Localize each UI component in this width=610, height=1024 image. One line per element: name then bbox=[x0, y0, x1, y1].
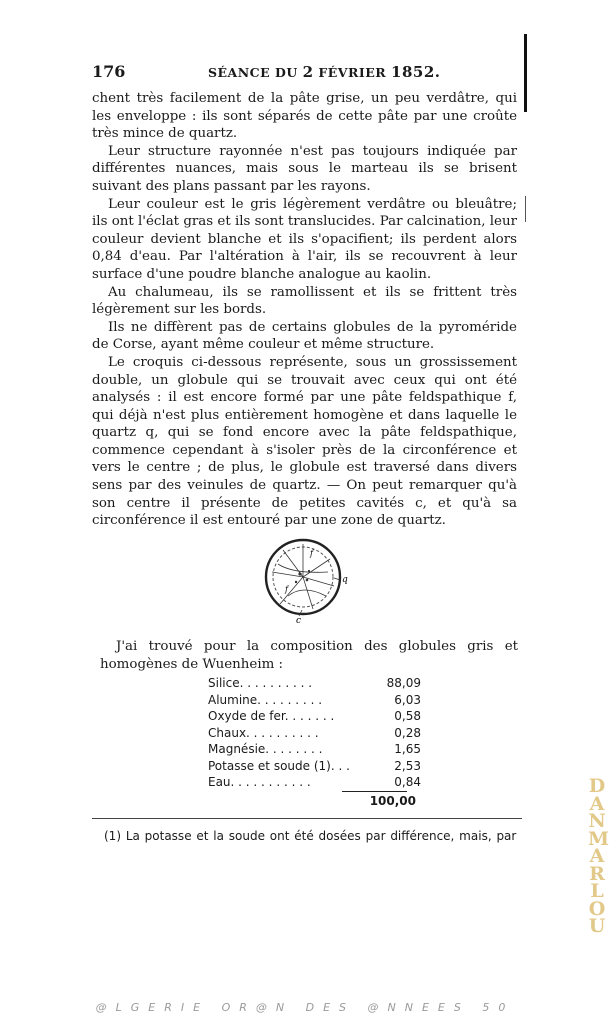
component-value: 0,84 bbox=[394, 775, 421, 789]
page-edge-rule-small bbox=[525, 196, 526, 222]
running-head bbox=[208, 63, 441, 81]
component-name: Oxyde de fer. . . . . . . bbox=[208, 709, 335, 723]
composition-row bbox=[208, 725, 423, 742]
component-name: Chaux. . . . . . . . . . bbox=[208, 725, 319, 740]
composition-row bbox=[208, 692, 423, 709]
composition-row bbox=[208, 708, 423, 725]
globule-rays bbox=[272, 544, 334, 609]
watermark-vertical: DANMARLOU bbox=[588, 775, 610, 937]
globule-sketch-svg bbox=[258, 534, 358, 626]
running-head-day: 2 bbox=[302, 63, 314, 81]
watermark-bottom: @LGERIE OR@N DES @NNEES 50 bbox=[95, 1001, 515, 1014]
running-head-year: 1852. bbox=[391, 63, 441, 81]
footnote: (1) La potasse et la soude ont été dosées par différence, mais, par bbox=[104, 829, 517, 843]
label-f: f bbox=[310, 549, 313, 558]
composition-row bbox=[208, 774, 423, 791]
paragraph: chent très facilement de la pâte grise, un peu verdâtre, qui les enveloppe : ils sont séparés de cette pâte par une croûte très mince de quartz. bbox=[92, 91, 517, 142]
component-name: Silice. . . . . . . . . . bbox=[208, 676, 313, 690]
component-name: Magnésie. . . . . . . . bbox=[208, 742, 323, 756]
component-name: Eau. . . . . . . . . . . bbox=[208, 775, 311, 789]
page-number: 176 bbox=[92, 62, 126, 81]
page-header bbox=[92, 62, 522, 82]
paragraph: Le croquis ci-dessous représente, sous un grossissement double, un globule qui se trouvait avec ceux qui ont été analysés : il est encore formé par une pâte feldspathique f, qui déjà n'est plus entièrement homogène et dans laquelle le quartz q, qui se fond encore avec la pâte feldspathique, commence cependant à s'isoler près de la circonférence et vers le centre ; de plus, le globule est traversé dans divers sens par des veinules de quartz. — On peut remarquer qu'à son centre il présente de petites cavités c, et qu'à sa circonférence il est entouré par une zone de quartz. bbox=[92, 354, 517, 529]
label-f-2: f bbox=[285, 585, 288, 594]
paragraph: Ils ne diffèrent pas de certains globules de la pyroméride de Corse, ayant même couleur et même structure. bbox=[92, 319, 517, 353]
footnote-divider bbox=[92, 818, 522, 819]
paragraph: J'ai trouvé pour la composition des globules gris et homogènes de Wuenheim : bbox=[100, 639, 518, 672]
running-head-prefix: SÉANCE DU bbox=[208, 65, 298, 80]
total-rule bbox=[342, 791, 407, 792]
paragraph: Leur structure rayonnée n'est pas toujours indiquée par différentes nuances, mais sous le marteau ils se brisent suivant des plans passant par les rayons. bbox=[92, 143, 517, 194]
composition-row bbox=[208, 741, 423, 758]
composition-total: 100,00 bbox=[369, 794, 416, 808]
running-head-month: FÉVRIER bbox=[318, 65, 387, 80]
component-value: 6,03 bbox=[394, 692, 421, 707]
component-value: 0,58 bbox=[394, 709, 421, 723]
component-name: Potasse et soude (1). . . bbox=[208, 758, 350, 773]
composition-row bbox=[208, 675, 423, 692]
composition-table bbox=[208, 675, 423, 791]
paragraph: Au chalumeau, ils se ramollissent et ils se frittent très légèrement sur les bords. bbox=[92, 284, 517, 318]
component-value: 1,65 bbox=[394, 742, 421, 756]
label-c: c bbox=[296, 616, 302, 626]
globule-sketch bbox=[258, 534, 358, 626]
component-value: 88,09 bbox=[386, 676, 421, 690]
paragraph: Leur couleur est le gris légèrement verdâtre ou bleuâtre; ils ont l'éclat gras et ils sont translucides. Par calcination, leur couleur devient blanche et ils s'opacifient; ils perdent alors 0,84 d'eau. Par l'altération à l'air, ils se recouvrent à leur surface d'une poudre blanche analogue au kaolin. bbox=[92, 196, 517, 282]
component-value: 2,53 bbox=[394, 758, 421, 773]
body-text bbox=[92, 90, 517, 530]
label-q: q bbox=[342, 575, 348, 585]
component-name: Alumine. . . . . . . . . bbox=[208, 692, 323, 707]
page-edge-rule bbox=[524, 34, 527, 112]
component-value: 0,28 bbox=[394, 725, 421, 740]
composition-row bbox=[208, 758, 423, 775]
composition-intro bbox=[100, 638, 518, 674]
